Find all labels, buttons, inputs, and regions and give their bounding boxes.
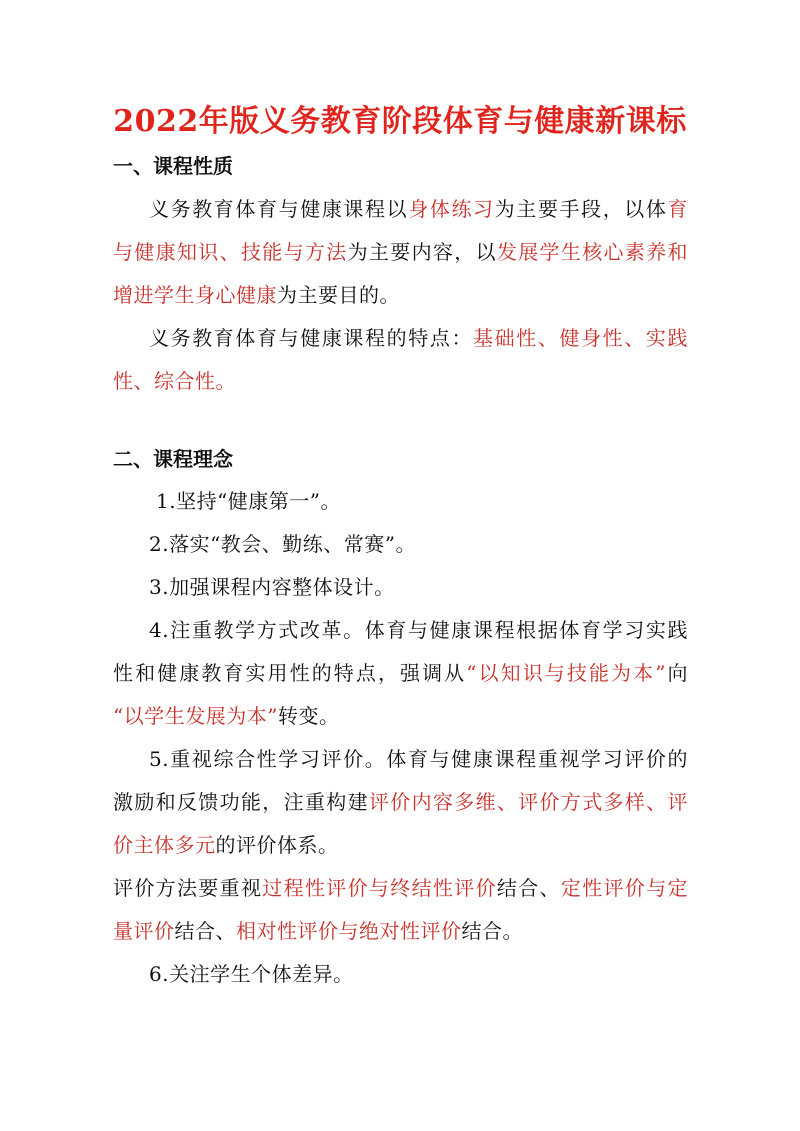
paragraph-line: 增进学生身心健康为主要目的。	[113, 283, 400, 307]
document-title: 2022年版义务教育阶段体育与健康新课标	[113, 104, 687, 139]
paragraph-line: 激励和反馈功能，注重构建评价内容多维、评价方式多样、评	[113, 790, 689, 814]
section-heading-nature: 一、课程性质	[113, 154, 233, 178]
paragraph-line: 义务教育体育与健康课程的特点：基础性、健身性、实践	[149, 326, 688, 350]
paragraph-line: 价主体多元的评价体系。	[113, 833, 339, 857]
section-heading-philosophy: 二、课程理念	[113, 447, 233, 471]
emphasis-text: 评价内容多维、评价方式多样、评	[368, 790, 689, 814]
paragraph-line	[113, 365, 688, 394]
emphasis-text: 量评价	[113, 919, 175, 943]
paragraph-line: 4.注重教学方式改革。体育与健康课程根据体育学习实践	[149, 618, 688, 642]
emphasis-text: 身体练习	[408, 197, 495, 221]
list-item-2: 2.落实“教会、勤练、常赛”。	[149, 532, 417, 556]
paragraph-line: 评价方法要重视过程性评价与终结性评价结合、定性评价与定	[113, 876, 689, 900]
emphasis-text: 发展学生核心素养和	[496, 240, 689, 264]
emphasis-text: 定性评价与定	[560, 876, 689, 900]
paragraph-line: “以学生发展为本”转变。	[113, 704, 340, 728]
paragraph-line: 义务教育体育与健康课程以身体练习为主要手段，以体育	[149, 197, 689, 221]
list-item-6: 6.关注学生个体差异。	[149, 962, 354, 986]
list-item-3: 3.加强课程内容整体设计。	[149, 575, 395, 599]
emphasis-text: 相对性评价与绝对性评价	[236, 919, 462, 943]
list-item-1: 1.坚持“健康第一”。	[156, 489, 342, 513]
paragraph-line: 性和健康教育实用性的特点，强调从“以知识与技能为本”向	[113, 661, 689, 685]
emphasis-text: 增进学生身心健康	[113, 283, 277, 307]
emphasis-text: 过程性评价与终结性评价	[262, 876, 497, 900]
paragraph-line: 量评价结合、相对性评价与绝对性评价结合。	[113, 919, 523, 943]
emphasis-text: 基础性、健身性、实践	[473, 326, 688, 350]
paragraph-line: 5.重视综合性学习评价。体育与健康课程重视学习评价的	[149, 747, 688, 771]
emphasis-text: 性、综合性。	[113, 369, 236, 393]
emphasis-text: 与健康知识、技能与方法	[113, 240, 348, 264]
paragraph-line: 与健康知识、技能与方法为主要内容，以发展学生核心素养和	[113, 240, 689, 264]
emphasis-text: 育	[667, 197, 689, 221]
emphasis-text: 价主体多元	[113, 833, 216, 857]
emphasis-text: “以知识与技能为本”	[466, 661, 666, 685]
emphasis-text: “以学生发展为本”	[113, 704, 278, 728]
